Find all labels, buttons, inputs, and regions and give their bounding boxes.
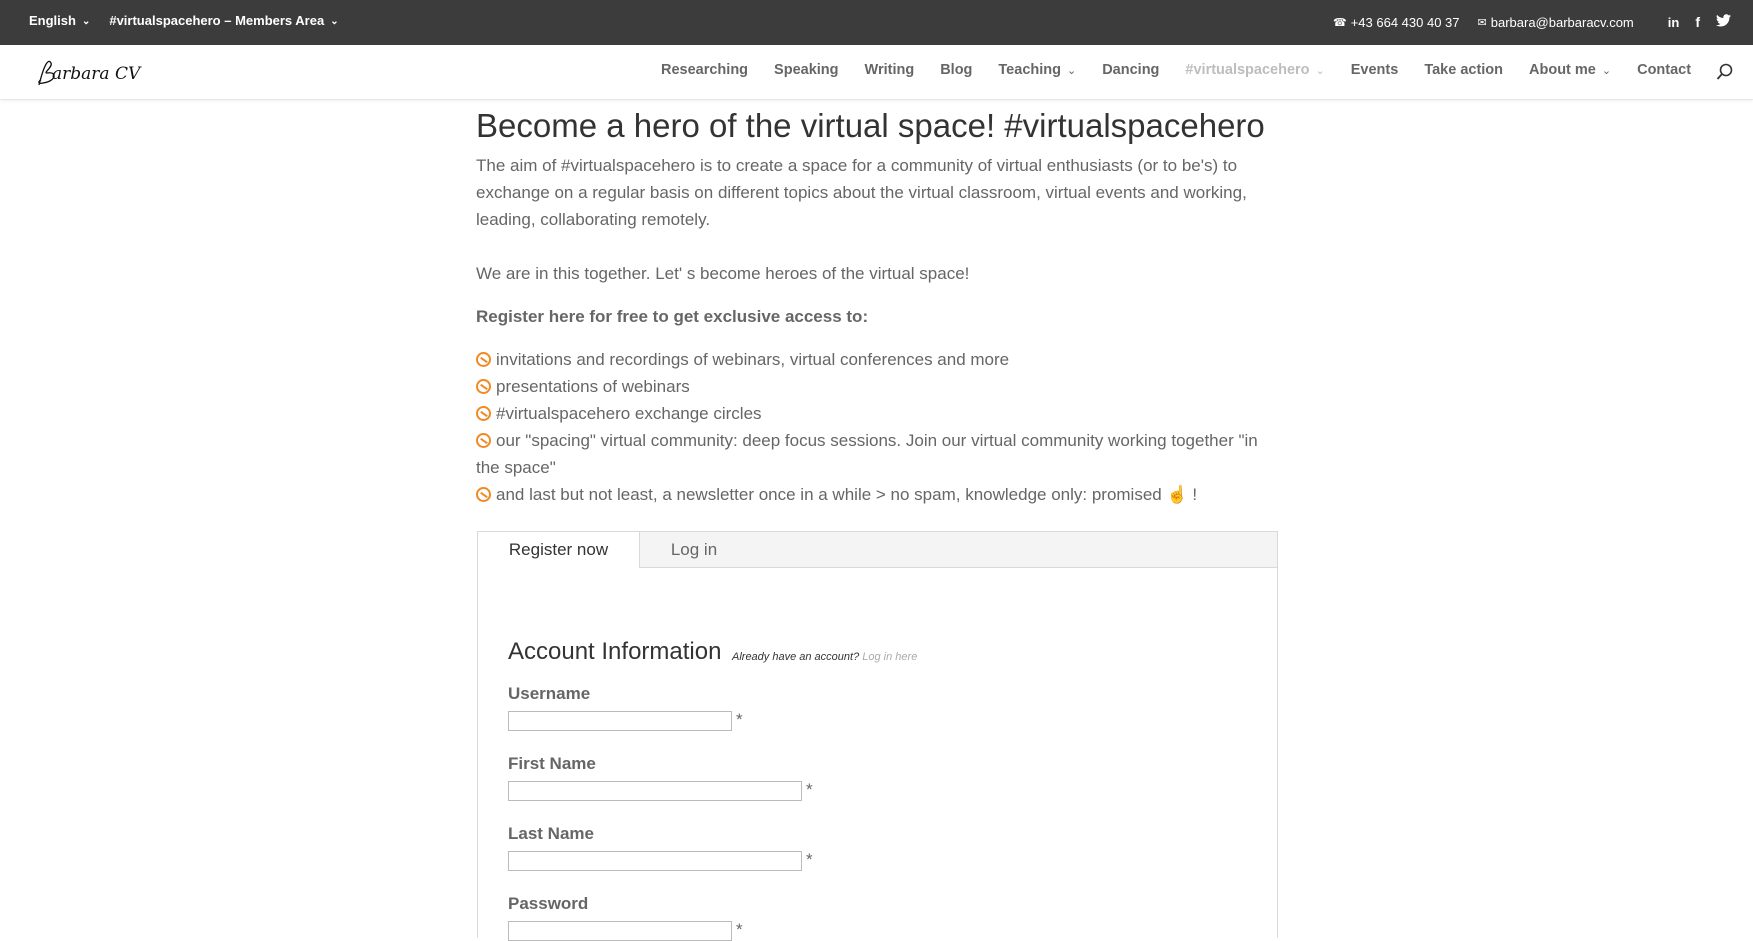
nav-label: About me (1529, 62, 1596, 78)
email-contact[interactable] (1478, 15, 1634, 30)
nav-label: Researching (661, 62, 749, 78)
last-name-label: Last Name (508, 824, 594, 843)
benefits-list (476, 346, 1276, 508)
nav-label: Speaking (774, 62, 839, 78)
chevron-down-icon: ⌄ (1066, 64, 1077, 77)
login-here-link[interactable]: Log in here (862, 651, 918, 663)
envelope-icon: ✉ (1477, 16, 1487, 29)
required-mark: * (736, 710, 743, 729)
nav-label: Contact (1637, 62, 1692, 78)
twitter-icon[interactable] (1716, 14, 1731, 30)
tab-log-in[interactable]: Log in (670, 540, 718, 559)
nav-item-dancing[interactable] (1102, 62, 1159, 78)
satellite-icon (476, 406, 491, 421)
nav-item-take-action[interactable] (1424, 62, 1503, 78)
nav-label: Blog (940, 62, 973, 78)
account-information-heading: Account Information (508, 638, 722, 665)
benefit-text: and last but not least, a newsletter once in a while > no spam, knowledge only: promised (496, 485, 1162, 504)
password-label: Password (508, 894, 589, 913)
already-have-account (732, 651, 917, 663)
list-item (476, 373, 1276, 400)
top-bar (0, 0, 1753, 45)
list-item (476, 427, 1276, 481)
register-login-panel (477, 531, 1278, 938)
first-name-input[interactable] (508, 781, 802, 801)
intro-paragraph: The aim of #virtualspacehero is to create a space for a community of virtual enthusiasts (or to be's) to exchange on a regular basis on different topics about the virtual classroom, virtual events and working, leading, collaborating remotely. (476, 156, 1247, 229)
together-paragraph: We are in this together. Let' s become heroes of the virtual space! (476, 264, 970, 283)
nav-item-events[interactable] (1351, 62, 1399, 78)
benefit-text: invitations and recordings of webinars, virtual conferences and more (496, 350, 1010, 369)
chevron-down-icon: ⌄ (81, 16, 91, 27)
chevron-down-icon: ⌄ (1601, 64, 1612, 77)
phone-icon: ☎ (1333, 16, 1347, 29)
facebook-icon[interactable]: f (1695, 14, 1700, 30)
list-item (476, 346, 1276, 373)
password-input[interactable] (508, 921, 732, 941)
nav-label: Take action (1424, 62, 1504, 78)
main-header (0, 45, 1753, 99)
site-logo[interactable] (35, 55, 165, 91)
linkedin-icon[interactable]: in (1667, 14, 1680, 30)
benefit-text: presentations of webinars (496, 377, 690, 396)
chevron-down-icon: ⌄ (330, 16, 339, 27)
email-address: barbara@barbaracv.com (1490, 14, 1634, 30)
search-icon[interactable] (1716, 63, 1734, 81)
phone-number: +43 664 430 40 37 (1350, 14, 1460, 30)
benefit-text: #virtualspacehero exchange circles (496, 404, 762, 423)
username-input[interactable] (508, 711, 732, 731)
satellite-icon (476, 352, 491, 367)
last-name-input[interactable] (508, 851, 802, 871)
members-area-menu[interactable] (109, 13, 338, 28)
username-label: Username (508, 684, 591, 703)
nav-label: Teaching (998, 62, 1061, 78)
page-title: Become a hero of the virtual space! #virtualspacehero (476, 107, 1265, 144)
required-mark: * (806, 780, 813, 799)
main-nav (661, 62, 1717, 78)
already-text: Already have an account? (732, 651, 860, 663)
nav-label: Writing (864, 62, 915, 78)
list-item (476, 400, 1276, 427)
svg-text:arbara CV: arbara CV (52, 64, 141, 84)
crossed-fingers-icon: ☝ (1166, 485, 1188, 504)
satellite-icon (476, 379, 491, 394)
nav-item-about-me[interactable] (1529, 62, 1611, 78)
nav-item-virtualspacehero[interactable] (1185, 62, 1324, 78)
satellite-icon (476, 433, 491, 448)
required-mark: * (736, 920, 743, 939)
nav-item-researching[interactable] (661, 62, 748, 78)
satellite-icon (476, 487, 491, 502)
nav-label: Events (1350, 62, 1399, 78)
nav-label: #virtualspacehero (1185, 62, 1310, 78)
nav-item-speaking[interactable] (774, 62, 838, 78)
first-name-label: First Name (508, 754, 596, 773)
benefit-suffix: ! (1192, 485, 1198, 504)
nav-item-contact[interactable] (1637, 62, 1691, 78)
nav-label: Dancing (1102, 62, 1160, 78)
members-area-label: #virtualspacehero – Members Area (109, 13, 325, 28)
required-mark: * (806, 850, 813, 869)
register-heading: Register here for free to get exclusive access to: (476, 307, 869, 326)
language-switcher[interactable] (29, 13, 90, 28)
list-item (476, 481, 1276, 508)
phone-contact[interactable] (1333, 15, 1460, 30)
tab-register-now[interactable]: Register now (478, 532, 640, 568)
nav-item-blog[interactable] (940, 62, 972, 78)
nav-item-teaching[interactable] (998, 62, 1076, 78)
benefit-text: our "spacing" virtual community: deep focus sessions. Join our virtual community working together "in the space" (476, 431, 1258, 477)
nav-item-writing[interactable] (865, 62, 915, 78)
language-label: English (29, 13, 76, 28)
chevron-down-icon: ⌄ (1315, 64, 1325, 77)
